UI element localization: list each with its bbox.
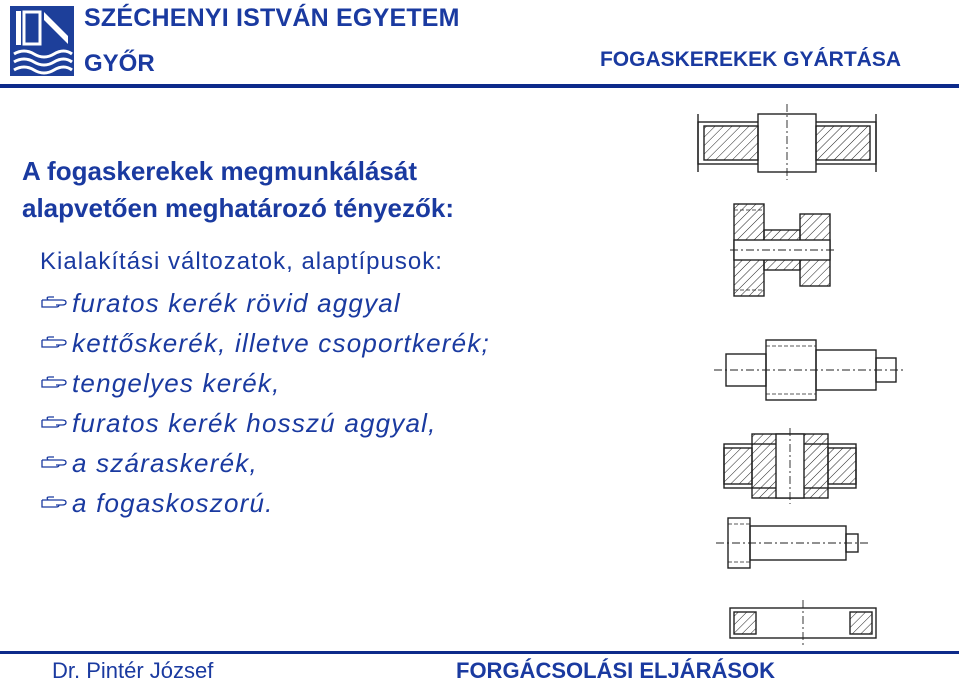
gear-drawing-shaft [714, 340, 906, 400]
university-city: GYŐR [84, 50, 155, 77]
bullet-list [40, 283, 490, 523]
gear-drawing-pinion-shaft [716, 518, 868, 568]
list-item-text: kettőskerék, illetve csoportkerék; [72, 328, 490, 358]
list-item [40, 323, 490, 363]
gear-drawing-rim [730, 600, 876, 646]
list-item-text: tengelyes kerék, [72, 368, 281, 398]
pointing-hand-icon [40, 295, 70, 311]
list-item-text: a fogaskoszorú. [72, 488, 274, 518]
gear-drawing-long-hub [724, 428, 856, 504]
university-logo-icon [10, 6, 74, 76]
list-item [40, 443, 490, 483]
gear-drawing-cluster [730, 204, 836, 296]
pointing-hand-icon [40, 415, 70, 431]
list-item-text: a száraskerék, [72, 448, 258, 478]
list-item-text: furatos kerék rövid aggyal [72, 288, 401, 318]
pointing-hand-icon [40, 375, 70, 391]
footer-title: FORGÁCSOLÁSI ELJÁRÁSOK [456, 658, 776, 683]
slide-heading-line-2: alapvetően meghatározó tényezők: [22, 193, 454, 223]
university-name: SZÉCHENYI ISTVÁN EGYETEM [84, 4, 460, 32]
list-item-text: furatos kerék hosszú aggyal, [72, 408, 437, 438]
gear-drawing-short-hub [698, 104, 876, 180]
slide-subheading: Kialakítási változatok, alaptípusok: [40, 248, 443, 275]
pointing-hand-icon [40, 335, 70, 351]
list-item [40, 283, 490, 323]
pointing-hand-icon [40, 495, 70, 511]
list-item [40, 403, 490, 443]
pointing-hand-icon [40, 455, 70, 471]
slide-heading [22, 153, 454, 227]
course-title: FOGASKEREKEK GYÁRTÁSA [599, 48, 901, 71]
header-divider [0, 84, 959, 88]
footer-author: Dr. Pintér József [52, 658, 214, 683]
list-item [40, 483, 490, 523]
slide-heading-line-1: A fogaskerekek megmunkálását [22, 156, 418, 186]
gear-drawings [690, 100, 959, 648]
list-item [40, 363, 490, 403]
footer-divider [0, 651, 959, 654]
